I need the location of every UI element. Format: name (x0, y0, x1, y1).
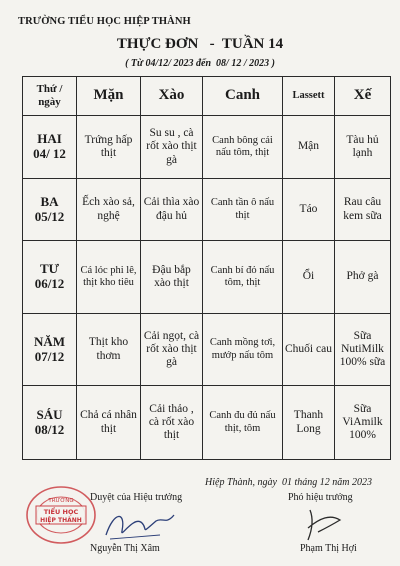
canh-cell: Canh mồng tơi, mướp nấu tôm (203, 314, 283, 386)
principal-name: Nguyễn Thị Xâm (90, 543, 160, 554)
vice-principal-name: Phạm Thị Hợi (300, 543, 357, 554)
col-header-canh: Canh (203, 77, 283, 116)
table-row (23, 241, 391, 314)
lassett-cell: Thanh Long (283, 386, 335, 460)
vice-principal-label: Phó hiệu trưởng (288, 492, 353, 503)
canh-cell: Canh đu đủ nấu thịt, tôm (203, 386, 283, 460)
xe-cell: Tàu hủ lạnh (335, 116, 391, 179)
xe-cell: Rau câu kem sữa (335, 179, 391, 241)
col-header-man: Mặn (77, 77, 141, 116)
lassett-cell: Ổi (283, 241, 335, 314)
col-header-lassett: Lassett (283, 77, 335, 116)
xao-cell: Đậu bắp xào thịt (141, 241, 203, 314)
table-row (23, 386, 391, 460)
xe-cell: Sữa NutiMilk 100% sữa (335, 314, 391, 386)
sign-date: Hiệp Thành, ngày 01 tháng 12 năm 2023 (205, 477, 372, 488)
seal-line-3: HIỆP THÀNH (40, 517, 82, 524)
lassett-cell: Chuối cau (283, 314, 335, 386)
school-seal-icon (24, 484, 98, 546)
xao-cell: Cải thảo , cà rốt xào thịt (141, 386, 203, 460)
canh-cell: Canh tần ô nấu thịt (203, 179, 283, 241)
day-cell: NĂM 07/12 (23, 314, 77, 386)
lassett-cell: Táo (283, 179, 335, 241)
xe-cell: Sữa ViAmilk 100% (335, 386, 391, 460)
day-cell: TƯ 06/12 (23, 241, 77, 314)
xao-cell: Su su , cà rốt xào thịt gà (141, 116, 203, 179)
xe-cell: Phở gà (335, 241, 391, 314)
col-header-xao: Xào (141, 77, 203, 116)
canh-cell: Canh bí đỏ nấu tôm, thịt (203, 241, 283, 314)
man-cell: Cá lóc phi lê, thịt kho tiêu (77, 241, 141, 314)
menu-table (22, 76, 391, 460)
canh-cell: Canh bông cải nấu tôm, thịt (203, 116, 283, 179)
table-row (23, 179, 391, 241)
table-row (23, 314, 391, 386)
man-cell: Trứng hấp thịt (77, 116, 141, 179)
seal-line-2: TIỂU HỌC (43, 508, 79, 516)
man-cell: Ếch xào sả, nghệ (77, 179, 141, 241)
lassett-cell: Mận (283, 116, 335, 179)
table-row (23, 116, 391, 179)
col-header-xe: Xế (335, 77, 391, 116)
day-cell: HAI 04/ 12 (23, 116, 77, 179)
xao-cell: Cải ngọt, cà rốt xào thịt gà (141, 314, 203, 386)
day-cell: SÁU 08/12 (23, 386, 77, 460)
man-cell: Chả cá nhân thịt (77, 386, 141, 460)
xao-cell: Cải thìa xào đậu hủ (141, 179, 203, 241)
day-cell: BA 05/12 (23, 179, 77, 241)
man-cell: Thịt kho thơm (77, 314, 141, 386)
seal-line-1: TRƯỜNG (48, 498, 74, 504)
date-range: ( Từ 04/12/ 2023 đến 08/ 12 / 2023 ) (125, 58, 275, 69)
principal-approval-label: Duyệt của Hiệu trưởng (90, 492, 183, 503)
menu-title: THỰC ĐƠN - TUẦN 14 (116, 36, 284, 52)
principal-signature-icon (100, 505, 180, 545)
table-header-row (23, 77, 391, 116)
school-name: TRƯỜNG TIỂU HỌC HIỆP THÀNH (18, 16, 191, 27)
col-header-day: Thứ / ngày (23, 77, 77, 116)
vice-principal-signature-icon (300, 500, 350, 545)
